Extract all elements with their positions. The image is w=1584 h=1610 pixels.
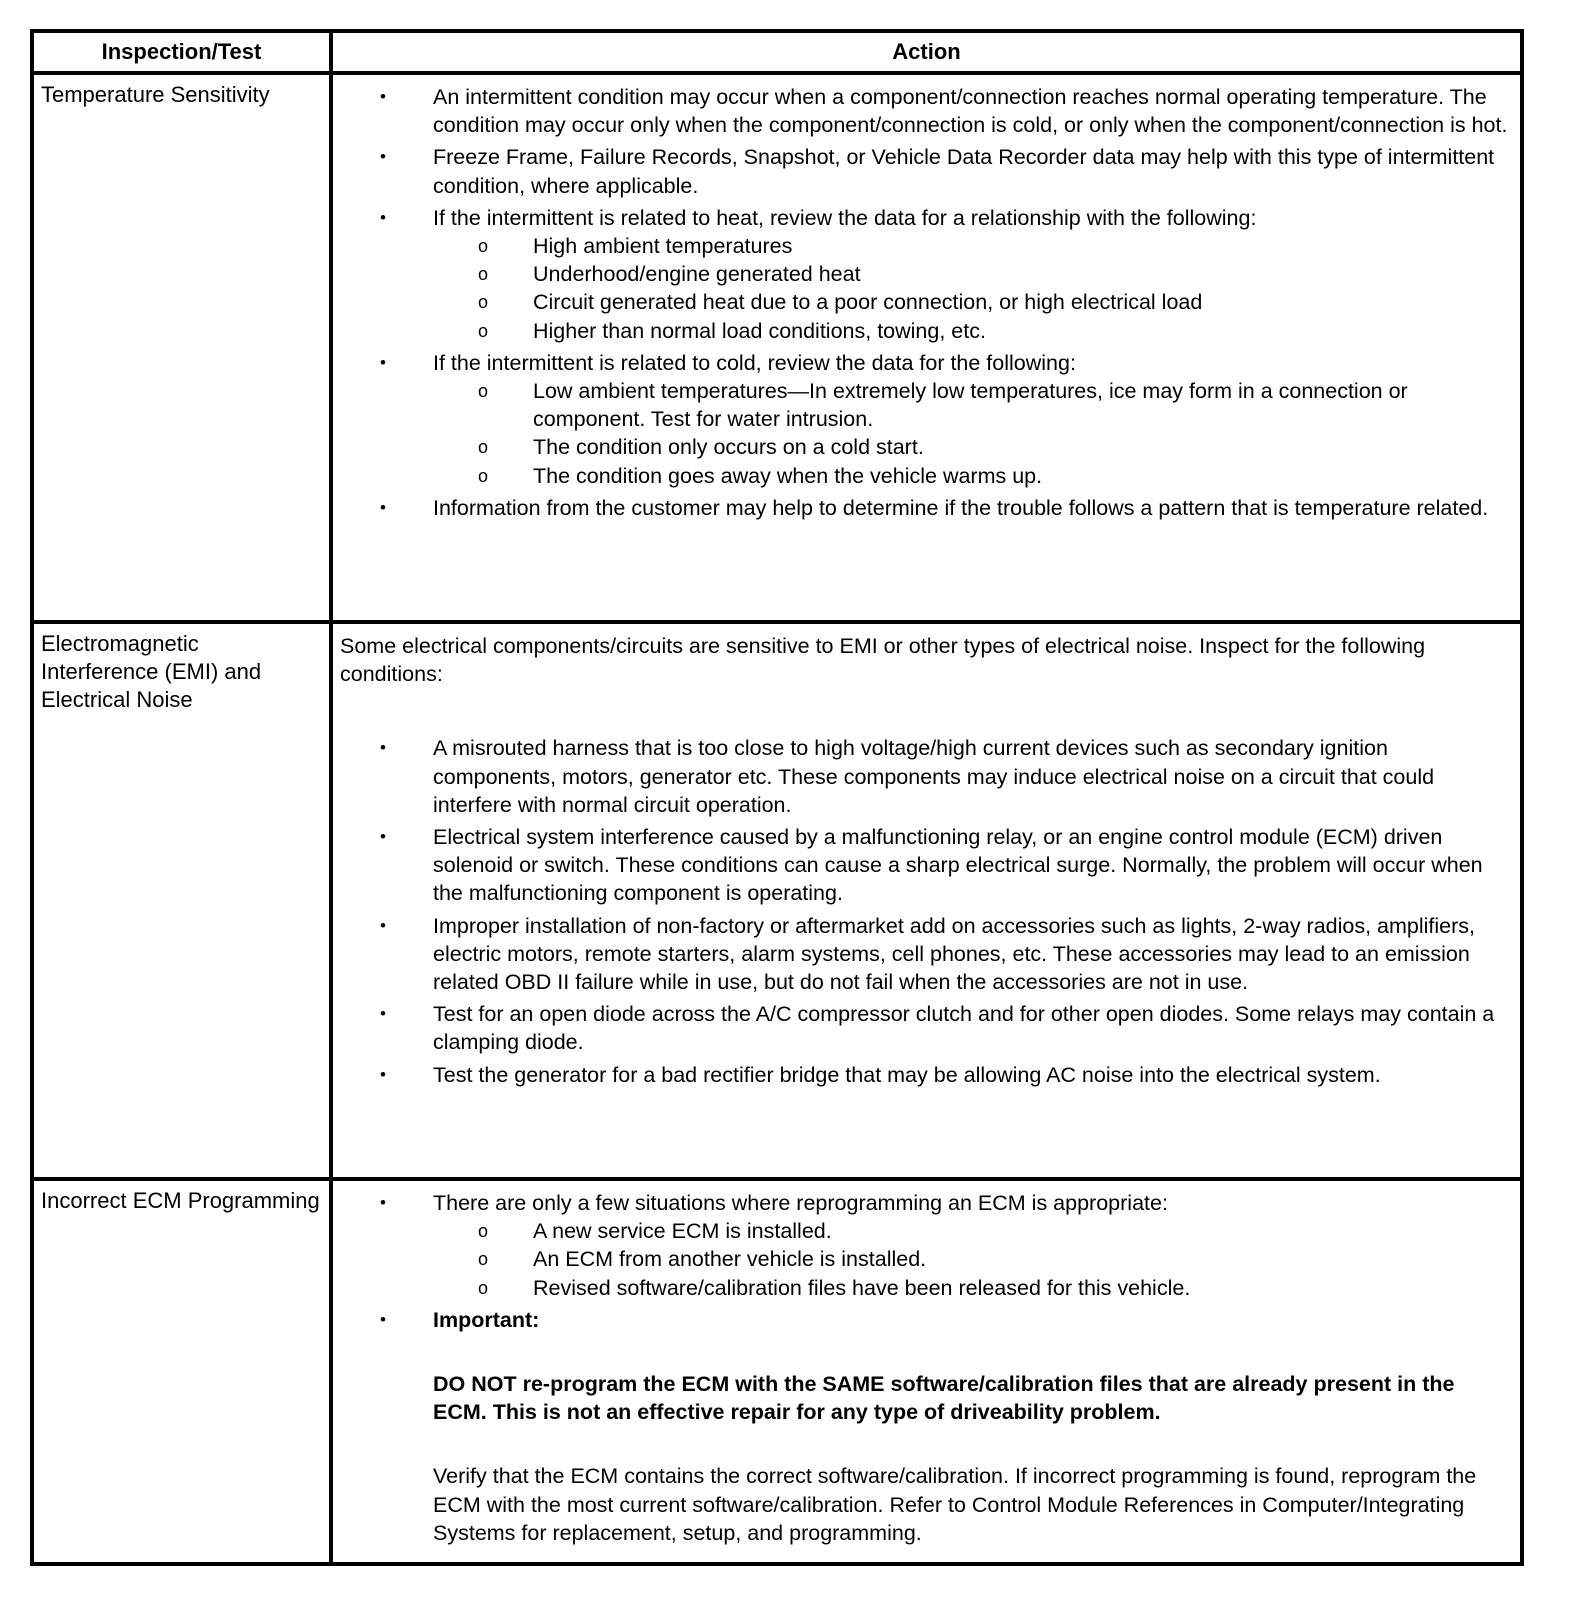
bullet-marker: • [380, 352, 386, 372]
sub-bullet-text: The condition only occurs on a cold start. [533, 435, 924, 460]
row-label: Temperature Sensitivity [34, 75, 333, 620]
important-note: Verify that the ECM contains the correct software/calibration. If incorrect programming is found, reprogram the ECM with the most current software/calibration. Refer to Control Module References in Computer/Integrating Systems for replacement, setup, and programming. [433, 1464, 1477, 1545]
bullet-text: Freeze Frame, Failure Records, Snapshot, or Vehicle Data Recorder data may help with this type of intermittent condition, where applicable. [433, 145, 1495, 198]
bullet-item [333, 349, 1512, 490]
bullet-text: Information from the customer may help to determine if the trouble follows a pattern that is temperature related. [433, 495, 1489, 520]
sub-bullet-marker: o [477, 465, 488, 486]
bullet-marker: • [380, 738, 386, 758]
sub-bullet-text: High ambient temperatures [533, 234, 793, 259]
sub-bullet-marker: o [477, 1277, 488, 1298]
bullet-item [333, 1189, 1512, 1302]
bullet-text: If the intermittent is related to cold, review the data for the following: [433, 350, 1076, 375]
bullet-item [333, 494, 1512, 522]
bullet-item [333, 143, 1512, 199]
sub-bullet-item [433, 232, 1512, 260]
sub-bullet-item [433, 1217, 1512, 1245]
bullet-text: Test for an open diode across the A/C compressor clutch and for other open diodes. Some relays may contain a clamping diode. [433, 1002, 1495, 1055]
row-action [333, 1181, 1520, 1562]
sub-bullet-item [433, 1245, 1512, 1273]
important-bullet [333, 1306, 1512, 1547]
sub-bullet-marker: o [477, 236, 488, 257]
row-label: Electromagnetic Interference (EMI) and Electrical Noise [34, 624, 333, 1177]
header-inspection-test: Inspection/Test [34, 33, 333, 71]
sub-bullet-text: An ECM from another vehicle is installed. [533, 1247, 927, 1272]
header-action: Action [892, 39, 961, 64]
sub-bullet-marker: o [477, 1221, 488, 1242]
sub-bullet-text: Underhood/engine generated heat [533, 262, 861, 287]
bullet-marker: • [380, 147, 386, 167]
sub-bullet-text: Revised software/calibration files have been released for this vehicle. [533, 1275, 1191, 1300]
bullet-text: An intermittent condition may occur when a component/connection reaches normal operating temperature. The condition may occur only when the component/connection is cold, or only when the component/connection is hot. [433, 85, 1508, 138]
sub-bullet-item [433, 288, 1512, 316]
action-intro: Some electrical components/circuits are sensitive to EMI or other types of electrical noise. Inspect for the following conditions: [340, 634, 1426, 687]
sub-bullet-marker: o [477, 1249, 488, 1270]
bullet-text: Improper installation of non-factory or aftermarket add on accessories such as lights, 2-way radios, amplifiers, electric motors, remote starters, alarm systems, cell phones, etc. These accessories may lead to an emission related OBD II failure while in use, but do not fail when the accessories are not in use. [433, 913, 1476, 995]
sub-bullet-item [433, 260, 1512, 288]
bullet-marker: • [380, 915, 386, 935]
row-action [333, 75, 1520, 620]
sub-bullet-marker: o [477, 381, 488, 402]
table-header-row [34, 33, 1520, 71]
inspection-table [30, 29, 1524, 1566]
sub-bullet-item [433, 462, 1512, 490]
bullet-marker: • [380, 1309, 386, 1329]
sub-bullet-marker: o [477, 320, 488, 341]
table-row [34, 620, 1520, 1177]
sub-bullet-item [433, 377, 1512, 433]
sub-bullet-marker: o [477, 292, 488, 313]
row-action [333, 624, 1520, 1177]
sub-bullet-text: A new service ECM is installed. [533, 1219, 832, 1244]
sub-bullet-item [433, 1274, 1512, 1302]
bullet-text: There are only a few situations where reprogramming an ECM is appropriate: [433, 1191, 1168, 1215]
sub-bullet-item [433, 317, 1512, 345]
bullet-text: If the intermittent is related to heat, review the data for a relationship with the following: [433, 205, 1257, 230]
sub-bullet-marker: o [477, 264, 488, 285]
bullet-item [333, 734, 1512, 819]
row-label: Incorrect ECM Programming [34, 1181, 333, 1562]
sub-bullet-item [433, 433, 1512, 461]
bullet-item [333, 1000, 1512, 1056]
bullet-text: A misrouted harness that is too close to high voltage/high current devices such as secondary ignition components, motors, generator etc. These components may induce electrical noise on a circuit that could interfere with normal circuit operation. [433, 736, 1435, 817]
bullet-text: Test the generator for a bad rectifier bridge that may be allowing AC noise into the electrical system. [433, 1062, 1381, 1087]
bullet-text: Electrical system interference caused by a malfunctioning relay, or an engine control module (ECM) driven solenoid or switch. These conditions can cause a sharp electrical surge. Normally, the problem will occur when the malfunctioning component is operating. [433, 825, 1483, 906]
table-row [34, 1177, 1520, 1562]
important-warning: DO NOT re-program the ECM with the SAME software/calibration files that are already present in the ECM. This is not an effective repair for any type of driveability problem. [433, 1372, 1455, 1425]
bullet-item [333, 1061, 1512, 1089]
bullet-marker: • [380, 87, 386, 106]
sub-bullet-text: The condition goes away when the vehicle warms up. [533, 463, 1043, 488]
sub-bullet-text: Higher than normal load conditions, towing, etc. [533, 318, 986, 343]
sub-bullet-text: Circuit generated heat due to a poor connection, or high electrical load [533, 290, 1203, 315]
bullet-marker: • [380, 207, 386, 227]
important-heading: Important: [433, 1307, 540, 1332]
bullet-item [333, 823, 1512, 908]
sub-bullet-marker: o [477, 437, 488, 458]
bullet-item [333, 83, 1512, 139]
bullet-marker: • [380, 1004, 386, 1024]
bullet-marker: • [380, 497, 386, 517]
bullet-item [333, 912, 1512, 997]
table-row [34, 71, 1520, 620]
bullet-marker: • [380, 1193, 386, 1212]
bullet-marker: • [380, 1064, 386, 1084]
bullet-marker: • [380, 827, 386, 847]
sub-bullet-text: Low ambient temperatures—In extremely low temperatures, ice may form in a connection or component. Test for water intrusion. [533, 379, 1408, 432]
bullet-item [333, 204, 1512, 345]
